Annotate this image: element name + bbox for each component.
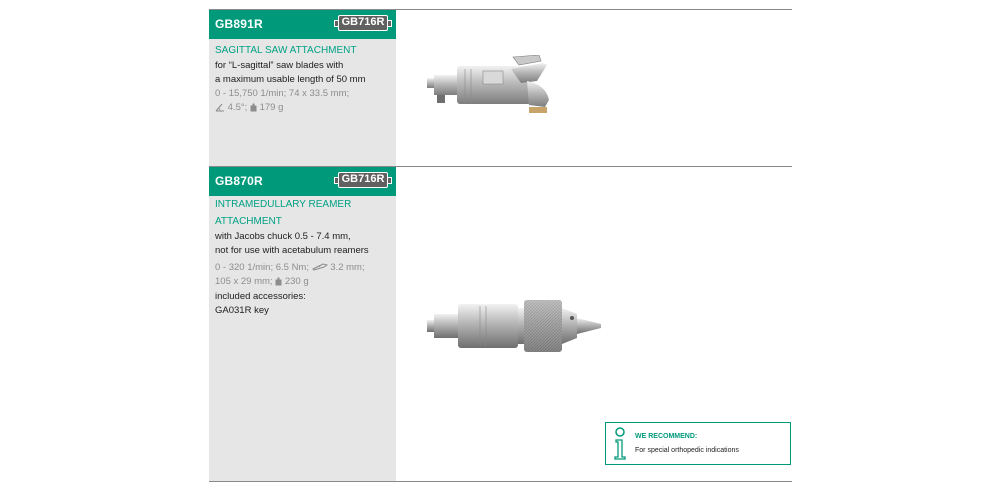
product-spec-line	[215, 275, 369, 289]
product-title-line: INTRAMEDULLARY REAMER	[215, 199, 352, 210]
product-panel-gb891r	[209, 10, 396, 166]
product-code: GB870R	[215, 174, 263, 188]
product-title-line: ATTACHMENT	[215, 216, 282, 227]
weight-value: 179 g	[259, 102, 284, 113]
bottom-rule	[209, 481, 792, 482]
system-badge: GB716R	[338, 15, 388, 31]
accessories-label: included accessories:	[215, 291, 306, 302]
product-code: GB891R	[215, 17, 263, 31]
weight-icon	[275, 277, 282, 286]
product-spec-line	[215, 101, 365, 115]
system-badge: GB716R	[338, 172, 388, 188]
drill-diameter-value: 3.2 mm;	[330, 262, 365, 273]
product-spec-line: 0 - 15,750 1/min; 74 x 33.5 mm;	[215, 88, 350, 99]
product-spec-line	[215, 261, 369, 275]
recommendation-title: WE RECOMMEND:	[635, 433, 698, 440]
recommendation-box	[605, 422, 791, 465]
product-panel-gb870r	[209, 167, 396, 481]
product-title: SAGITTAL SAW ATTACHMENT	[215, 45, 357, 56]
product-desc-line: not for use with acetabulum reamers	[215, 245, 369, 256]
product-details	[215, 42, 365, 115]
weight-value: 230 g	[284, 276, 309, 287]
product-desc-line: a maximum usable length of 50 mm	[215, 74, 366, 85]
speed-torque-value: 0 - 320 1/min; 6.5 Nm;	[215, 262, 309, 273]
weight-icon	[250, 103, 257, 112]
product-header	[209, 167, 396, 196]
drill-bit-icon	[312, 263, 328, 271]
dimensions-value: 105 x 29 mm;	[215, 276, 273, 287]
sagittal-saw-attachment-image	[425, 55, 555, 117]
info-icon	[613, 427, 627, 461]
angle-icon	[215, 103, 225, 112]
product-header	[209, 10, 396, 39]
product-details	[215, 196, 369, 318]
accessory-item: GA031R key	[215, 305, 269, 316]
reamer-attachment-image	[425, 296, 605, 356]
angle-value: 4.5°;	[227, 102, 248, 113]
product-desc-line: with Jacobs chuck 0.5 - 7.4 mm,	[215, 231, 351, 242]
recommendation-text: For special orthopedic indications	[635, 447, 739, 454]
product-desc-line: for “L-sagittal” saw blades with	[215, 60, 344, 71]
